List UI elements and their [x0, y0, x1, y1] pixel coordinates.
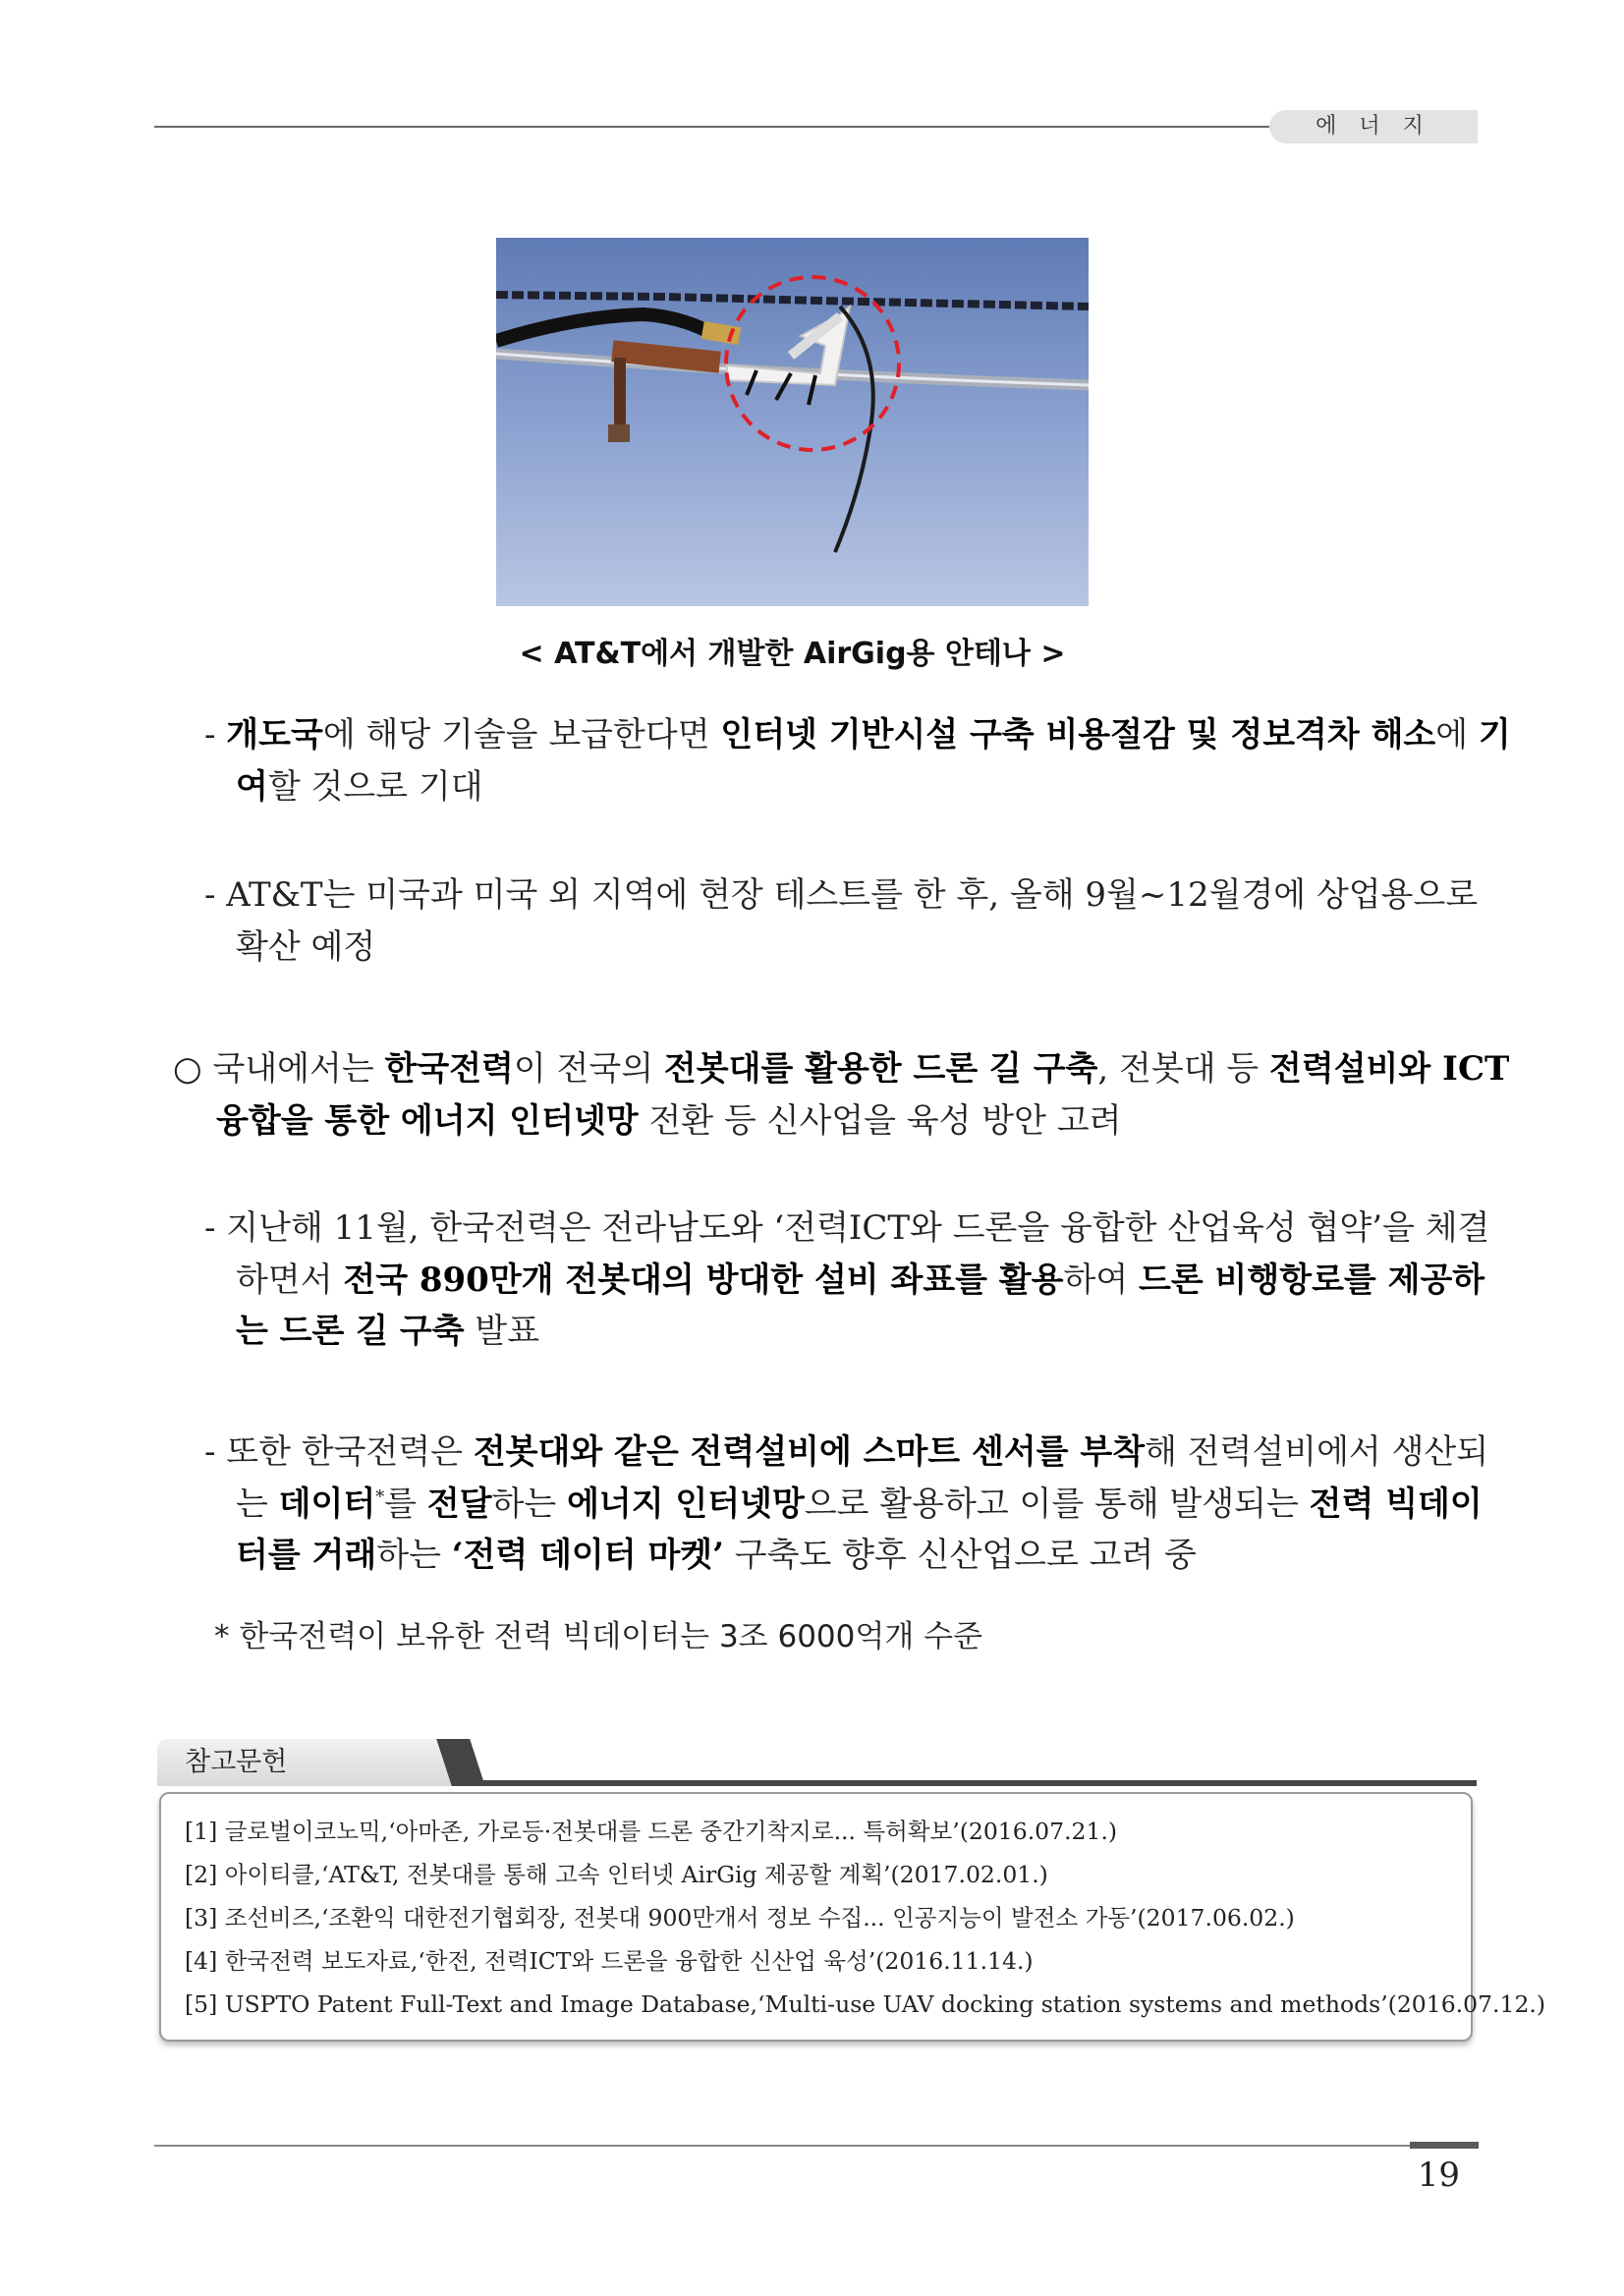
emphasis-text: 전력 빅데이터를 거래 [236, 1484, 1483, 1576]
emphasis-text: 전력설비와 ICT융합을 통한 에너지 인터넷망 [216, 1049, 1510, 1141]
section-label: 에 너 지 [1269, 110, 1478, 143]
text-run: 에 [1435, 715, 1479, 755]
reference-item: [2] 아이티클,‘AT&T, 전봇대를 통해 고속 인터넷 AirGig 제공할 계획’(2017.02.01.) [185, 1861, 1048, 1888]
reference-item: [4] 한국전력 보도자료,‘한전, 전력ICT와 드론을 융합한 신산업 육성’(2016.11.14.) [185, 1947, 1034, 1975]
figure-caption: < AT&T에서 개발한 AirGig용 안테나 > [519, 637, 1066, 671]
text-run: 할 것으로 기대 [267, 766, 483, 807]
text-run: 지난해 11월, 한국전력은 전라남도와 ‘전력ICT와 드론을 융합한 산업육성 협약’을 체결하면서 [226, 1208, 1490, 1300]
emphasis-text: 전봇대와 같은 전력설비에 스마트 센서를 부착 [473, 1432, 1146, 1472]
bullet-item [204, 1203, 1513, 1358]
text-run: , 전봇대 등 [1097, 1049, 1269, 1089]
text-run: 또한 한국전력은 [226, 1432, 474, 1472]
text-run: 하여 [1063, 1260, 1140, 1300]
text-run: AT&T는 미국과 미국 외 지역에 현장 테스트를 한 후, 올해 9월~12월경에 상업용으로 확산 예정 [226, 875, 1479, 967]
footer-accent [1410, 2142, 1479, 2149]
references-rule [467, 1780, 1477, 1786]
circle-bullet-mark: ○ [173, 1049, 213, 1089]
text-run: 하는 [491, 1484, 568, 1524]
dash-mark: - [204, 1208, 227, 1248]
emphasis-text: ‘전력 데이터 마켓’ [451, 1536, 724, 1576]
emphasis-text: 인터넷 기반시설 구축 비용절감 및 정보격차 해소 [720, 715, 1436, 755]
references-title: 참고문헌 [157, 1739, 452, 1786]
footer-rule [154, 2145, 1412, 2147]
footnote: * 한국전력이 보유한 전력 빅데이터는 3조 6000억개 수준 [214, 1619, 983, 1654]
emphasis-text: 전달 [426, 1484, 492, 1524]
text-run: 으로 활용하고 이를 통해 발생되는 [804, 1484, 1310, 1524]
page-number: 19 [1417, 2156, 1460, 2195]
text-run: 하는 [376, 1536, 452, 1576]
text-run: 전환 등 신사업을 육성 방안 고려 [638, 1100, 1122, 1141]
dash-mark: - [204, 875, 227, 915]
text-run: 이 전국의 [513, 1049, 664, 1089]
text-run: 국내에서는 [212, 1049, 385, 1089]
reference-item: [5] USPTO Patent Full-Text and Image Database,‘Multi-use UAV docking station systems and methods’(2016.07.12.) [185, 1990, 1546, 2018]
bullet-item [204, 709, 1513, 812]
reference-item: [1] 글로벌이코노믹,‘아마존, 가로등·전봇대를 드론 중간기착지로... 특허확보’(2016.07.21.) [185, 1818, 1118, 1845]
emphasis-text: 개도국 [226, 715, 323, 755]
footnote-marker: * [375, 1486, 385, 1508]
text-run: 에 해당 기술을 보급한다면 [322, 715, 721, 755]
emphasis-text: 기여 [236, 715, 1511, 807]
circle-bullet-item [173, 1043, 1523, 1147]
bullet-item [204, 1427, 1513, 1582]
references-box [159, 1792, 1546, 2042]
text-run: 발표 [464, 1312, 540, 1352]
emphasis-text: 전국 890만개 전봇대의 방대한 설비 좌표를 활용 [343, 1260, 1064, 1300]
text-run: 를 [384, 1484, 427, 1524]
antenna-illustration [496, 238, 1089, 606]
header-rule [154, 126, 1314, 128]
antenna-photo [496, 238, 1089, 606]
text-run: 해 전력설비에서 생산되는 [236, 1432, 1489, 1524]
emphasis-text: 에너지 인터넷망 [567, 1484, 805, 1524]
emphasis-text: 데이터 [278, 1484, 376, 1524]
dash-mark: - [204, 715, 227, 755]
emphasis-text: 드론 비행항로를 제공하는 드론 길 구축 [236, 1260, 1485, 1352]
emphasis-text: 전봇대를 활용한 드론 길 구축 [663, 1049, 1098, 1089]
emphasis-text: 한국전력 [384, 1049, 514, 1089]
bullet-item [204, 869, 1513, 973]
reference-item: [3] 조선비즈,‘조환익 대한전기협회장, 전봇대 900만개서 정보 수집... 인공지능이 발전소 가동’(2017.06.02.) [185, 1904, 1295, 1932]
dash-mark: - [204, 1432, 227, 1472]
text-run: 구축도 향후 신산업으로 고려 중 [723, 1536, 1197, 1576]
